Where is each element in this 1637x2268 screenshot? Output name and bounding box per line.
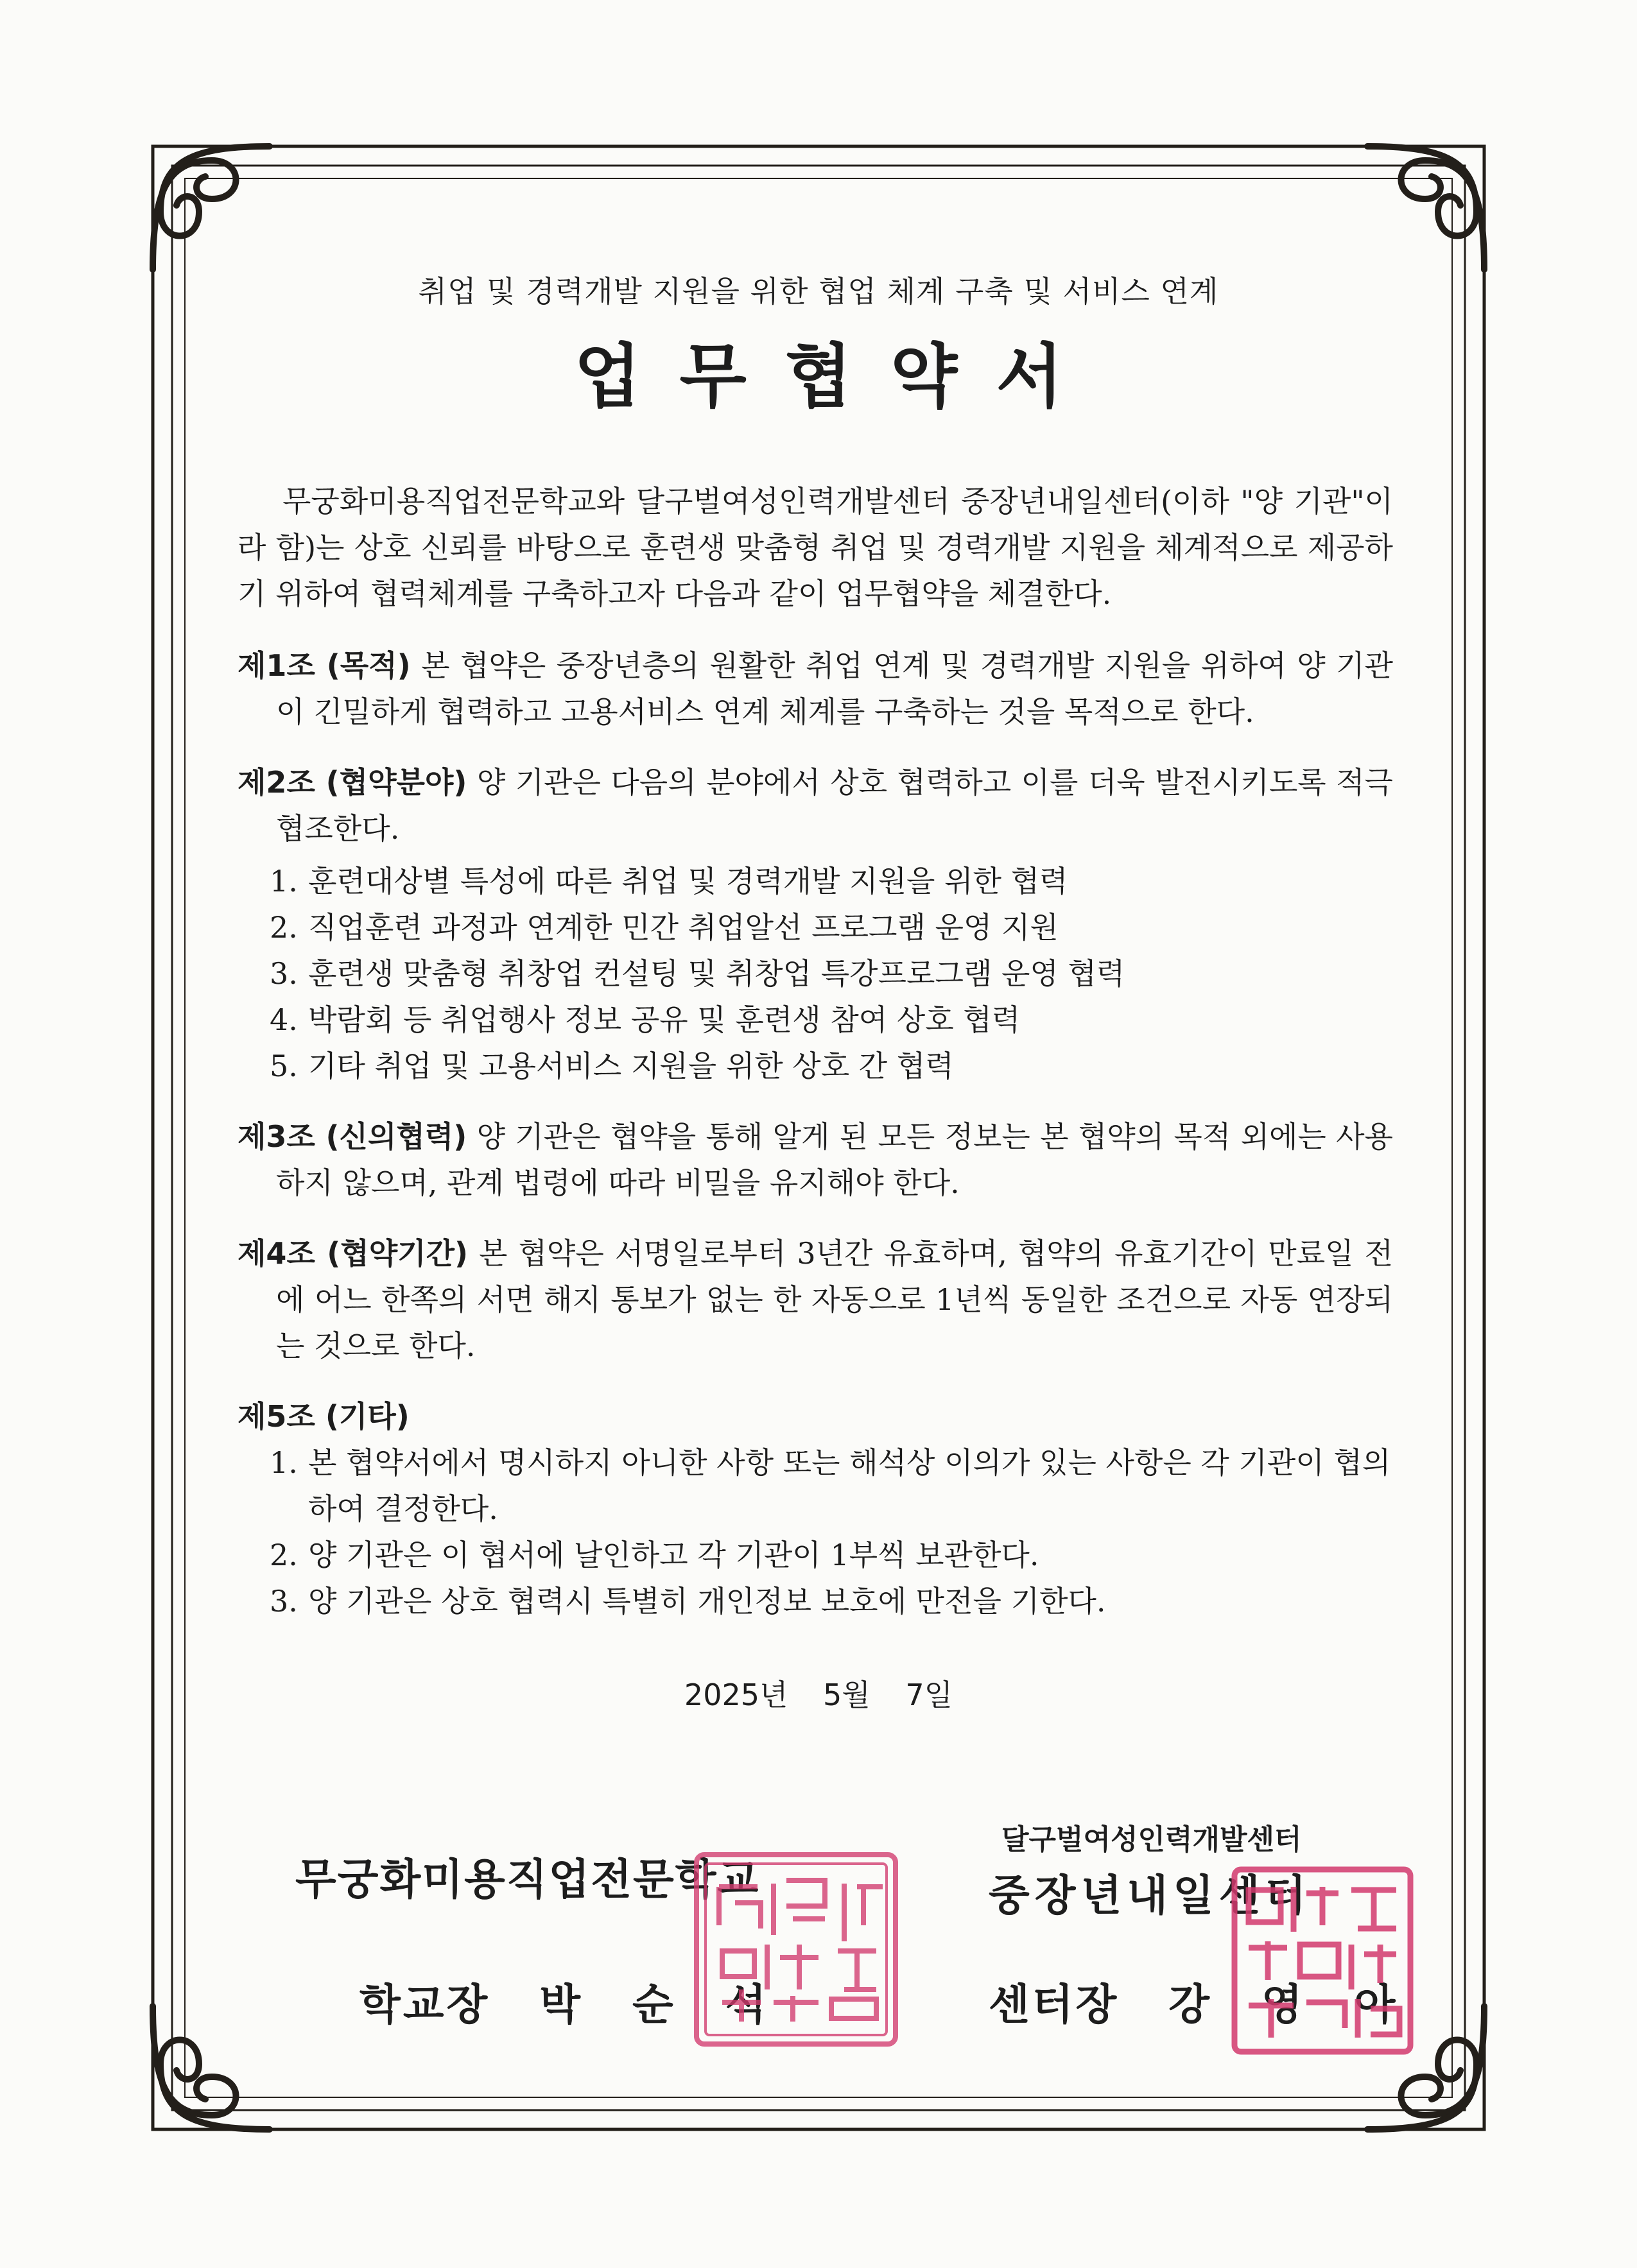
article-3-heading: 제3조 (신의협력) — [238, 1119, 467, 1154]
list-item-text: 본 협약서에서 명시하지 아니한 사항 또는 해석상 이의가 있는 사항은 각 기관이 협의하여 결정한다. — [308, 1445, 1391, 1526]
right-parent-organization: 달구벌여성인력개발센터 — [1001, 1823, 1302, 1856]
signing-date: 2025년 5월 7일 — [684, 1678, 953, 1712]
list-item-number: 2. — [270, 910, 298, 945]
official-seal-icon — [1229, 1864, 1416, 2057]
article-2-body: 양 기관은 다음의 분야에서 상호 협력하고 이를 더욱 발전시키도록 적극 협조한다. — [276, 765, 1393, 846]
article-3 — [238, 1113, 1393, 1206]
list-item-number: 2. — [270, 1538, 298, 1572]
document-title: 업무협약서 — [574, 337, 1102, 417]
list-item — [238, 1532, 1393, 1578]
list-item — [238, 1439, 1393, 1532]
list-item-text: 직업훈련 과정과 연계한 민간 취업알선 프로그램 운영 지원 — [308, 910, 1059, 945]
list-item-number: 1. — [270, 864, 298, 898]
list-item — [238, 904, 1393, 950]
left-signatory: 학교장 박 순 석 — [359, 1980, 769, 2029]
list-item-number: 5. — [270, 1049, 298, 1083]
list-item — [238, 1578, 1393, 1624]
article-1-body: 본 협약은 중장년층의 원활한 취업 연계 및 경력개발 지원을 위하여 양 기관이 긴밀하게 협력하고 고용서비스 연계 체계를 구축하는 것을 목적으로 한다. — [276, 648, 1394, 729]
intro-paragraph: 무궁화미용직업전문학교와 달구벌여성인력개발센터 중장년내일센터(이하 "양 기관"이라 함)는 상호 신뢰를 바탕으로 훈련생 맞춤형 취업 및 경력개발 지원을 체계적으로 제공하기 위하여 협력체계를 구축하고자 다음과 같이 업무협약을 체결한다. — [238, 484, 1393, 611]
list-item-number: 1. — [270, 1445, 298, 1480]
official-seal-icon — [690, 1848, 902, 2050]
document-body — [238, 478, 1393, 1649]
article-4-heading: 제4조 (협약기간) — [238, 1236, 469, 1271]
article-1-heading: 제1조 (목적) — [238, 648, 411, 683]
list-item-text: 양 기관은 이 협서에 날인하고 각 기관이 1부씩 보관한다. — [308, 1538, 1039, 1572]
right-signatory: 센터장 강 영 아 — [989, 1980, 1398, 2029]
list-item-number: 3. — [270, 956, 298, 991]
list-item — [238, 950, 1393, 997]
article-2 — [238, 759, 1393, 852]
right-organization-name: 중장년내일센터 — [989, 1871, 1312, 1920]
list-item — [238, 997, 1393, 1043]
article-4-body: 본 협약은 서명일로부터 3년간 유효하며, 협약의 유효기간이 만료일 전에 어느 한쪽의 서면 해지 통보가 없는 한 자동으로 1년씩 동일한 조건으로 자동 연장되는 것으로 한다. — [276, 1236, 1393, 1363]
list-item-text: 기타 취업 및 고용서비스 지원을 위한 상호 간 협력 — [308, 1049, 954, 1083]
article-5-list — [238, 1439, 1393, 1624]
left-organization-name: 무궁화미용직업전문학교 — [295, 1855, 760, 1904]
list-item-text: 훈련생 맞춤형 취창업 컨설팅 및 취창업 특강프로그램 운영 협력 — [308, 956, 1125, 991]
list-item — [238, 858, 1393, 904]
list-item — [238, 1043, 1393, 1089]
document-subtitle: 취업 및 경력개발 지원을 위한 협업 체계 구축 및 서비스 연계 — [418, 274, 1219, 309]
list-item-text: 박람회 등 취업행사 정보 공유 및 훈련생 참여 상호 협력 — [308, 1002, 1021, 1037]
list-item-number: 3. — [270, 1584, 298, 1619]
article-3-body: 양 기관은 협약을 통해 알게 된 모든 정보는 본 협약의 목적 외에는 사용하지 않으며, 관계 법령에 따라 비밀을 유지해야 한다. — [276, 1119, 1393, 1200]
list-item-text: 양 기관은 상호 협력시 특별히 개인정보 보호에 만전을 기한다. — [308, 1584, 1106, 1619]
article-2-heading: 제2조 (협약분야) — [238, 765, 467, 800]
article-4 — [238, 1230, 1393, 1369]
article-1 — [238, 642, 1393, 735]
article-5-heading: 제5조 (기타) — [238, 1399, 410, 1434]
list-item-text: 훈련대상별 특성에 따른 취업 및 경력개발 지원을 위한 협력 — [308, 864, 1068, 898]
list-item-number: 4. — [270, 1002, 298, 1037]
article-2-list — [238, 858, 1393, 1089]
